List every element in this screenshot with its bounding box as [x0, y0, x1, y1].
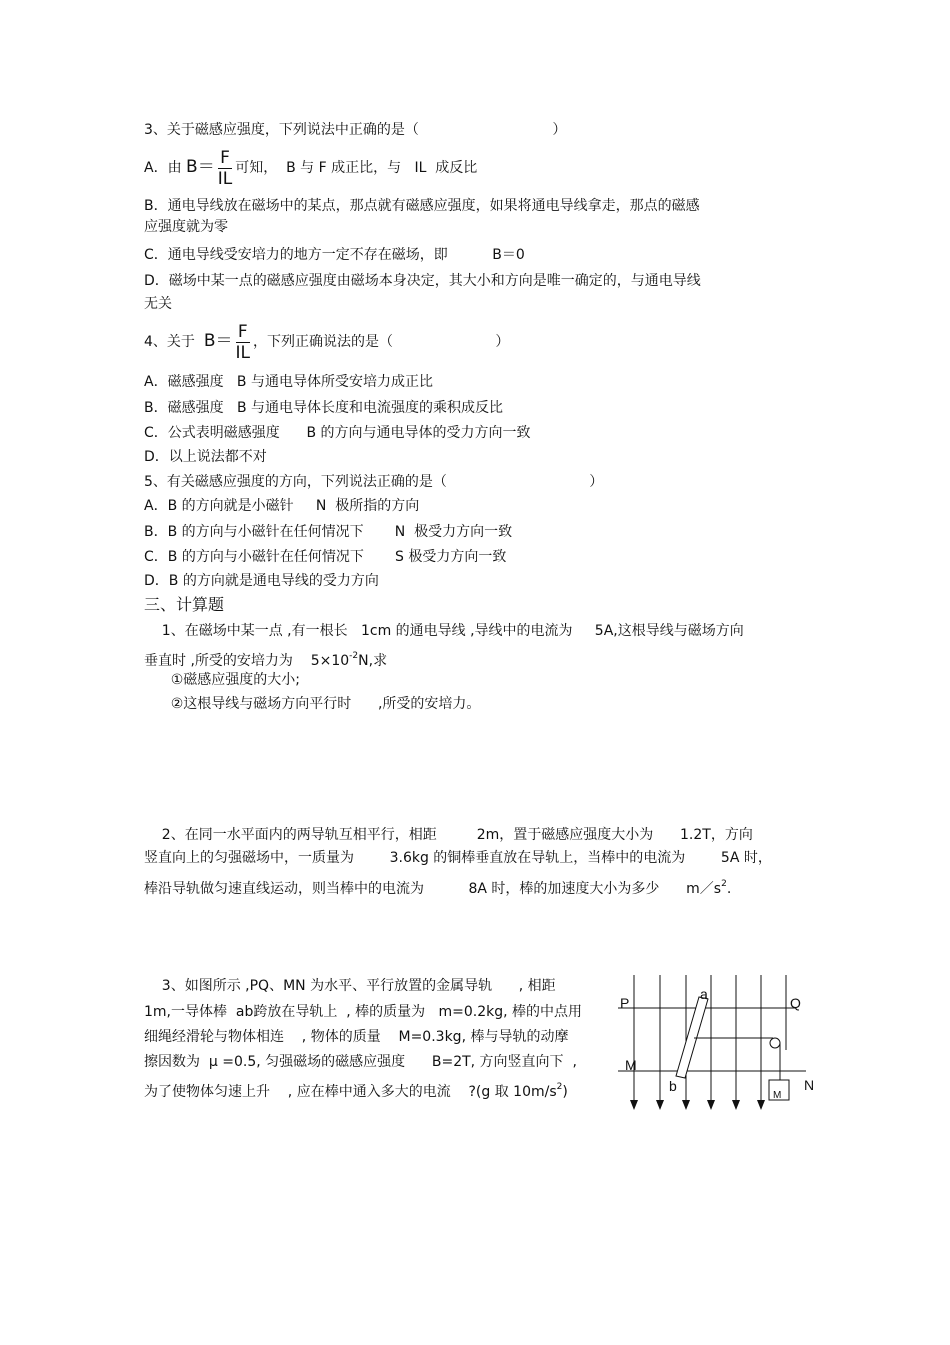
- calc3-line5: [144, 1078, 568, 1101]
- calc1-line2: [144, 647, 387, 670]
- label-q: Q: [790, 995, 801, 1011]
- q5-option-b: B．B 的方向与小磁针在任何情况下 N 极受力方向一致: [144, 524, 513, 540]
- q3-option-a: [144, 146, 477, 189]
- calc3-line3: 细绳经滑轮与物体相连 , 物体的质量 M=0.3kg, 棒与导轨的动摩: [144, 1029, 569, 1045]
- calc1-sub1: ①磁感应强度的大小;: [144, 672, 300, 688]
- q5-option-a: A．B 的方向就是小磁针 N 极所指的方向: [144, 498, 420, 514]
- q3-formula-lhs: B＝: [186, 157, 215, 177]
- calc1-line2-pre: 垂直时 ,所受的安培力为 5×10: [144, 653, 350, 669]
- label-p: P: [620, 995, 630, 1011]
- q4-option-a: A．磁感强度 B 与通电导体所受安培力成正比: [144, 374, 433, 390]
- q4-option-b: B．磁感强度 B 与通电导体长度和电流强度的乘积成反比: [144, 400, 504, 416]
- calc1-exponent: -2: [349, 651, 359, 661]
- q4-stem-suffix: ，下列正确说法的是（ ）: [253, 334, 510, 350]
- q4-stem-prefix: 4、关于: [144, 334, 195, 350]
- q4-formula-numerator: F: [236, 322, 251, 343]
- calc1-line2-post: N,求: [358, 653, 388, 669]
- label-n: N: [804, 1077, 815, 1093]
- q3-option-d-line1: D．磁场中某一点的磁感应强度由磁场本身决定，其大小和方向是唯一确定的，与通电导线: [144, 273, 701, 289]
- q3-a-prefix: A．由: [144, 160, 182, 176]
- pulley: [770, 1038, 780, 1048]
- calc3-exponent: 2: [556, 1082, 563, 1092]
- q3-option-d-line2: 无关: [144, 296, 172, 312]
- q4-formula-lhs: B＝: [203, 331, 233, 351]
- q4-option-c: C．公式表明磁感强度 B 的方向与通电导体的受力方向一致: [144, 425, 531, 441]
- calc2-line2: 竖直向上的匀强磁场中，一质量为 3.6kg 的铜棒垂直放在导轨上，当棒中的电流为 5A 时，: [144, 850, 772, 866]
- calc3-line2: 1m,一导体棒 ab跨放在导轨上 , 棒的质量为 m=0.2kg, 棒的中点用: [144, 1004, 583, 1020]
- q3-formula-fraction: [218, 148, 233, 189]
- q4-option-d: D．以上说法都不对: [144, 449, 267, 465]
- q3-option-b-line1: B．通电导线放在磁场中的某点，那点就有磁感应强度，如果将通电导线拿走，那点的磁感: [144, 198, 700, 214]
- label-block: M: [773, 1090, 782, 1101]
- calc2-line3-post: .: [726, 881, 732, 897]
- q4-stem: [144, 320, 509, 363]
- section-heading: 三、计算题: [144, 595, 225, 614]
- calc3-line5-pre: 为了使物体匀速上升 , 应在棒中通入多大的电流 ?(g 取 10m/s: [144, 1084, 557, 1100]
- q3-option-b-line2: 应强度就为零: [144, 219, 228, 235]
- q3-a-suffix: 可知， B 与 F 成正比，与 IL 成反比: [235, 160, 478, 176]
- calc2-line1: 2、在同一水平面内的两导轨互相平行，相距 2m，置于磁感应强度大小为 1.2T，方向: [144, 827, 753, 843]
- calc2-line3: [144, 875, 731, 898]
- calc2-exponent: 2: [721, 879, 727, 889]
- calc3-line4: 擦因数为 μ =0.5, 匀强磁场的磁感应强度 B=2T, 方向竖直向下 ,: [144, 1054, 577, 1070]
- label-a: a: [700, 986, 708, 1002]
- calc1-sub2: ②这根导线与磁场方向平行时 ,所受的安培力。: [144, 696, 481, 712]
- calc1-line1: 1、在磁场中某一点 ,有一根长 1cm 的通电导线 ,导线中的电流为 5A,这根导线与磁场方向: [144, 623, 744, 639]
- calc3-line1: 3、如图所示 ,PQ、MN 为水平、平行放置的金属导轨 , 相距: [144, 978, 556, 994]
- q4-formula-fraction: [236, 322, 251, 363]
- rail-diagram: [610, 968, 825, 1118]
- q3-stem: 3、关于磁感应强度，下列说法中正确的是（ ）: [144, 122, 567, 138]
- q5-option-d: D．B 的方向就是通电导线的受力方向: [144, 573, 379, 589]
- q4-formula-denominator: IL: [235, 342, 250, 363]
- calc2-line3-pre: 棒沿导轨做匀速直线运动，则当棒中的电流为 8A 时，棒的加速度大小为多少 m／s: [144, 881, 722, 897]
- label-m: M: [625, 1057, 637, 1073]
- q3-formula-denominator: IL: [217, 168, 233, 189]
- q5-option-c: C．B 的方向与小磁针在任何情况下 S 极受力方向一致: [144, 549, 507, 565]
- field-arrowheads: [630, 1100, 765, 1110]
- q3-formula-numerator: F: [218, 148, 233, 169]
- q5-stem: 5、有关磁感应强度的方向，下列说法正确的是（ ）: [144, 474, 604, 490]
- q3-option-c: C．通电导线受安培力的地方一定不存在磁场，即 B＝0: [144, 247, 525, 263]
- label-b: b: [669, 1078, 677, 1094]
- calc3-line5-post: ): [562, 1084, 568, 1100]
